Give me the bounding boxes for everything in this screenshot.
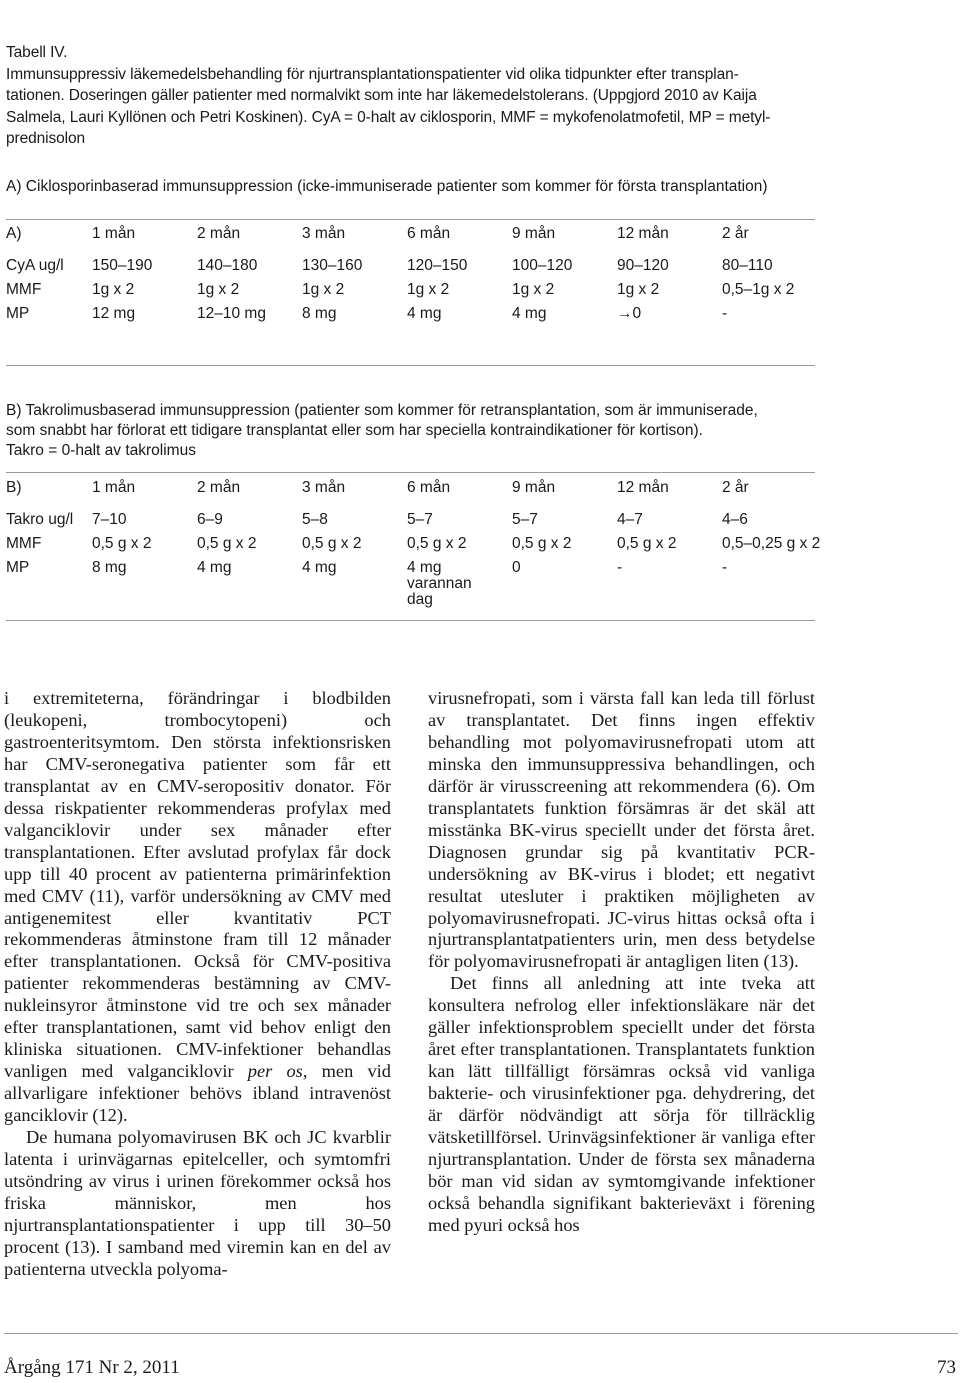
table-cell: 0,5 g x 2 <box>407 535 467 552</box>
body-paragraph: De humana polyomavirusen BK och JC kvarblir latenta i urinvägarnas epitelceller, och symtomfri utsöndring av virus i urinen förekommer också hos friska människor, men hos njurtransplantationspatienter i upp till 30–50 procent (13). I samband med viremin kan en del av patienterna utveckla polyoma- <box>4 1127 391 1279</box>
table-cell: 140–180 <box>197 257 258 274</box>
caption-line: Salmela, Lauri Kyllönen och Petri Koskinen). CyA = 0-halt av ciklosporin, MMF = mykofenolatmofetil, MP = metyl- <box>6 108 771 126</box>
table-cell-line: 4 mg <box>407 559 442 576</box>
table-cell: - <box>617 559 623 576</box>
table-header-cell: 9 mån <box>512 225 556 242</box>
table-cell-line: varannan <box>407 575 472 592</box>
table-cell: 0,5 g x 2 <box>92 535 152 552</box>
body-column-left <box>4 688 391 1281</box>
section-b-title <box>6 401 821 461</box>
table-header-cell: 6 mån <box>407 479 451 496</box>
table-cell: 1g x 2 <box>512 281 555 298</box>
table-header-cell: 1 mån <box>92 225 136 242</box>
section-b-bottom-rule <box>6 620 815 621</box>
table-cell: 4 mg <box>512 305 547 322</box>
section-b-title-line: B) Takrolimusbaserad immunsuppression (patienter som kommer för retransplantation, som är immuniserade, <box>6 402 758 419</box>
table-header-cell: 12 mån <box>617 479 669 496</box>
body-paragraph: Det finns all anledning att inte tveka att konsultera nefrolog eller infektionsläkare när det gäller infektionsproblem speciellt under det första året efter transplantationen. Transplantatets funktion kan lätt tillfälligt försämras också vid vanliga bakterie- och virusinfektioner pga. dehydrering, det är därför nödvändigt att sörja för tillräcklig vätsketillförsel. Urinvägsinfektioner är vanliga efter njurtransplantation. Under de första sex månaderna bör man vid sidan av symtomgivande infektioner också behandla signifikant bakterieväxt i förening med pyuri också hos <box>428 973 815 1235</box>
caption-line: tationen. Doseringen gäller patienter med normalvikt som inte har läkemedelstolerans. (Uppgjord 2010 av Kaija <box>6 87 757 104</box>
table-header-cell: 1 mån <box>92 479 136 496</box>
table-cell: 8 mg <box>302 305 337 322</box>
body-paragraph: virusnefropati, som i värsta fall kan leda till förlust av transplantatet. Det finns ingen effektiv behandling mot polyomavirusnefropati utom att minska den immunsuppressiva behandlingen, och därför är virusscreening att rekommendera (6). Om transplantatets funktion försämras är det skäl att misstänka BK-virus speciellt under det första året. Diagnosen grundar sig på kvantitativ PCR-undersökning av BK-virus i blodet; ett negativt resultat utesluter i praktiken möjligheten av polyomavirusnefropati. JC-virus hittas också ofta i njurtransplantatpatienters urin, men dess betydelse för polyomavirusnefropati är antagligen liten (13). <box>428 688 815 972</box>
table-cell: 4 mg <box>407 305 442 322</box>
table-caption <box>6 42 816 150</box>
caption-line: Tabell IV. <box>6 44 68 61</box>
table-cell: 0,5–0,25 g x 2 <box>722 535 821 552</box>
table-cell: Takro ug/l <box>6 511 74 528</box>
table-cell: CyA ug/l <box>6 257 64 274</box>
table-header-cell: A) <box>6 225 22 242</box>
table-cell: 5–8 <box>302 511 328 528</box>
table-header-cell: 2 år <box>722 479 749 496</box>
table-header-cell: 3 mån <box>302 225 346 242</box>
table-header-cell: 3 mån <box>302 479 346 496</box>
table-cell: 12–10 mg <box>197 305 266 322</box>
table-cell: 1g x 2 <box>617 281 660 298</box>
table-cell: - <box>722 305 728 322</box>
footer-rule <box>4 1333 958 1334</box>
table-cell: 0,5 g x 2 <box>197 535 257 552</box>
body-paragraph <box>4 688 391 1127</box>
table-header-cell: 2 mån <box>197 225 241 242</box>
table-cell: 80–110 <box>722 257 773 274</box>
table-cell: 0,5 g x 2 <box>617 535 677 552</box>
table-header-cell: 9 mån <box>512 479 556 496</box>
body-italic-text: per os <box>247 1061 303 1082</box>
table-cell: 0 <box>512 559 521 576</box>
section-a-top-rule <box>6 219 815 220</box>
table-row <box>6 512 822 536</box>
table-cell: 100–120 <box>512 257 573 274</box>
table-cell: 1g x 2 <box>302 281 345 298</box>
table-header-cell: 2 år <box>722 225 749 242</box>
table-cell: 120–150 <box>407 257 468 274</box>
table-header-cell: 12 mån <box>617 225 669 242</box>
table-header-cell: B) <box>6 479 22 496</box>
body-text: i extremiteterna, förändringar i blodbilden (leukopeni, trombocytopeni) och gastroenteritsymtom. Den största infektionsrisken har CMV-seronegativa patienter som får ett transplantat av en CMV-seropositiv donator. För dessa riskpatienter rekommenderas profylax med valganciklovir under sex månader efter transplantationen. Efter avslutad profylax får dock upp till 40 procent av patienterna primärinfektion med CMV (11), varför undersökning av CMV med antigenemitest eller kvantitativ PCT rekommenderas åtminstone fram till 12 månader efter transplantationen. Också för CMV-positiva patienter rekommenderas bestämning av CMV-nukleinsyror åtminstone vid tre och sex månader efter transplantationen, samt vid behov enligt den kliniska situationen. CMV-infektioner behandlas vanligen med valganciklovir <box>4 688 391 1082</box>
table-section-b <box>6 480 822 608</box>
table-header-row <box>6 226 822 258</box>
table-cell: 4–6 <box>722 511 748 528</box>
table-cell: 5–7 <box>512 511 538 528</box>
table-cell: 7–10 <box>92 511 127 528</box>
page-number: 73 <box>937 1357 956 1378</box>
caption-line: prednisolon <box>6 130 86 147</box>
table-cell: 8 mg <box>92 559 127 576</box>
section-a-bottom-rule <box>6 365 815 366</box>
table-cell: 0,5–1g x 2 <box>722 281 795 298</box>
table-cell: 0,5 g x 2 <box>302 535 362 552</box>
section-b-title-line: som snabbt har förlorat ett tidigare transplantat eller som har speciella kontraindikationer för kortison). <box>6 422 703 439</box>
table-cell: 0,5 g x 2 <box>512 535 572 552</box>
table-cell: 6–9 <box>197 511 223 528</box>
table-cell: 1g x 2 <box>407 281 450 298</box>
footer-journal-issue: Årgång 171 Nr 2, 2011 <box>4 1357 180 1378</box>
table-header-row <box>6 480 822 512</box>
table-header-cell: 6 mån <box>407 225 451 242</box>
body-text: , men vid allvarligare infektioner behövs ibland intravenöst ganciklovir (12). <box>4 1061 391 1126</box>
table-cell: 4 mg <box>302 559 337 576</box>
table-cell <box>407 560 512 608</box>
table-row <box>6 560 822 608</box>
section-b-top-rule <box>6 472 815 473</box>
caption-line: Immunsuppressiv läkemedelsbehandling för njurtransplantationspatienter vid olika tidpunkter efter transplan- <box>6 65 739 83</box>
table-row <box>6 306 822 330</box>
table-cell: 4 mg <box>197 559 232 576</box>
section-a-title: A) Ciklosporinbaserad immunsuppression (icke-immuniserade patienter som kommer för första transplantation) <box>6 178 768 195</box>
table-row <box>6 536 822 560</box>
table-row <box>6 258 822 282</box>
table-cell: 4–7 <box>617 511 643 528</box>
table-cell: 5–7 <box>407 511 433 528</box>
table-cell: 130–160 <box>302 257 363 274</box>
table-cell: 1g x 2 <box>197 281 240 298</box>
table-cell: 12 mg <box>92 305 136 322</box>
table-cell: MMF <box>6 281 42 298</box>
table-cell: - <box>722 559 728 576</box>
table-cell: MP <box>6 559 30 576</box>
body-column-right <box>428 688 815 1237</box>
table-cell: MP <box>6 305 30 322</box>
table-cell: 1g x 2 <box>92 281 135 298</box>
table-cell: 150–190 <box>92 257 153 274</box>
table-cell: →0 <box>617 305 642 322</box>
table-cell: MMF <box>6 535 42 552</box>
table-section-a <box>6 226 822 330</box>
section-b-title-line: Takro = 0-halt av takrolimus <box>6 442 196 459</box>
table-cell-line: dag <box>407 591 433 608</box>
table-header-cell: 2 mån <box>197 479 241 496</box>
table-cell: 90–120 <box>617 257 669 274</box>
table-row <box>6 282 822 306</box>
